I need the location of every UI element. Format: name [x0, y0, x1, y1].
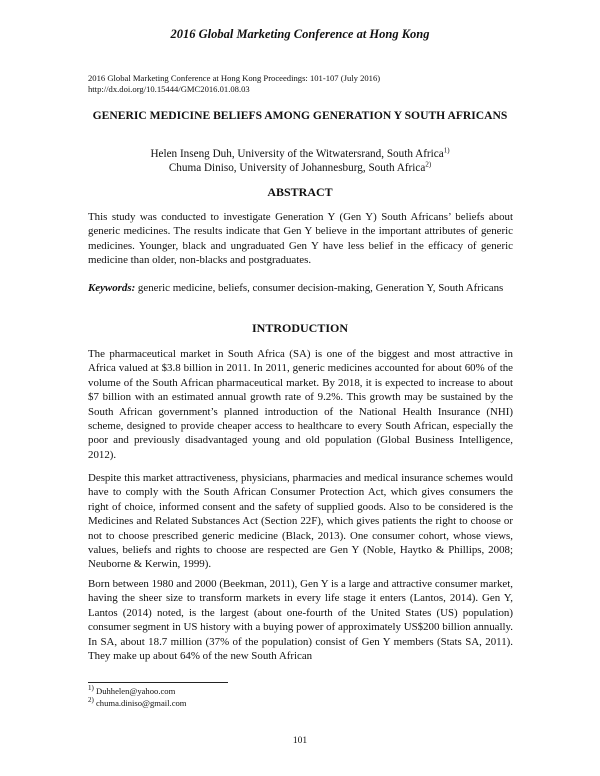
running-head: 2016 Global Marketing Conference at Hong Kong	[170, 27, 430, 41]
citation-line: 2016 Global Marketing Conference at Hong Kong Proceedings: 101-107 (July 2016)	[88, 73, 381, 83]
body-paragraph: Despite this market attractiveness, physicians, pharmacies and medical insurance schemes would have to comply with the South African Consumer Protection Act, which gives consumers the right of choice, informed consent and the safety of supplied goods. Also to be considered is the Medicines and Related Substances Act (Section 22F), which gives patients the right to choose or not to choose prescribed generic medicine (Black, 2013). One consumer cohort, whose views, values, beliefs and rights to choose are respected are Gen Y (Noble, Haytko & Phillips, 2008; Neuborne & Kerwin, 1999).	[88, 472, 513, 571]
paper-title: GENERIC MEDICINE BELIEFS AMONG GENERATION Y SOUTH AFRICANS	[92, 109, 508, 122]
keywords	[88, 281, 513, 295]
keywords-text: generic medicine, beliefs, consumer decision-making, Generation Y, South Africans	[135, 282, 504, 294]
author-line	[88, 161, 512, 175]
footnote-mark: 1)	[88, 684, 94, 693]
footnote-email: chuma.diniso@gmail.com	[93, 698, 187, 708]
footnote	[88, 698, 187, 709]
body-paragraph: Born between 1980 and 2000 (Beekman, 2011), Gen Y is a large and attractive consumer market, having the sheer size to transform markets in every life stage it enters (Lantos, 2014). Gen Y, Lantos (2014) noted, is the largest (about one-fourth of the United States (US) population) consumer segment in US history with a buying power of approximately US$200 billion annually. In SA, about 18.7 million (37% of the population) consist of Gen Y members (Stats SA, 2011). They make up about 64% of the new South African	[88, 578, 513, 663]
citation-block	[88, 73, 380, 95]
keywords-label: Keywords:	[88, 282, 136, 294]
footnote-mark: 2)	[425, 160, 432, 169]
author-name: Helen Inseng Duh, University of the Witwatersrand, South Africa	[150, 148, 444, 160]
footnote	[88, 686, 175, 697]
footnote-mark: 1)	[443, 146, 450, 155]
author-name: Chuma Diniso, University of Johannesburg, South Africa	[168, 162, 426, 174]
author-list	[88, 147, 512, 175]
footnote-email: Duhhelen@yahoo.com	[93, 686, 176, 696]
abstract-heading: ABSTRACT	[267, 185, 333, 199]
page-number: 101	[292, 736, 308, 746]
introduction-heading: INTRODUCTION	[251, 321, 348, 335]
author-line	[88, 147, 512, 161]
abstract-text: This study was conducted to investigate Generation Y (Gen Y) South Africans’ beliefs about generic medicines. The results indicate that Gen Y believe in the important attributes of generic medicines. Younger, black and ungraduated Gen Y have less belief in the efficacy of generic medicine than older, non-blacks and postgraduates.	[88, 211, 513, 267]
doi-link[interactable]: http://dx.doi.org/10.15444/GMC2016.01.08.03	[88, 84, 250, 94]
footnote-mark: 2)	[88, 696, 94, 705]
body-paragraph: The pharmaceutical market in South Africa (SA) is one of the biggest and most attractive in Africa valued at $3.8 billion in 2011. In 2011, generic medicines accounted for about 60% of the volume of the South African pharmaceutical market. By 2018, it is expected to increase to about $7 billion with an estimated annual growth rate of 9.2%. This growth may be sustained by the South African government’s planned introduction of the National Health Insurance (NHI) scheme, designed to provide cheaper access to healthcare to every South African, especially the poor and previously disadvantaged young and old population (Global Business Intelligence, 2012).	[88, 348, 513, 461]
footnote-divider	[88, 682, 228, 683]
